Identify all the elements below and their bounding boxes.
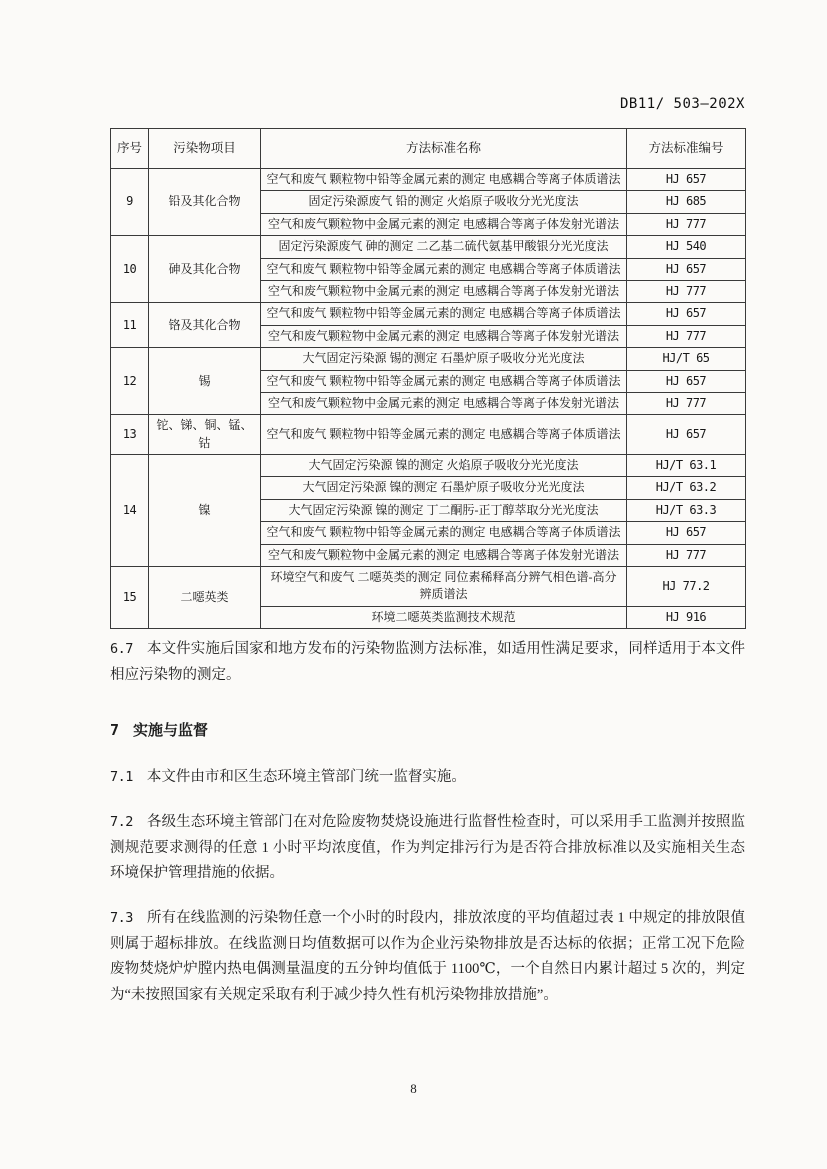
row-no: 12 xyxy=(111,348,149,415)
method-name: 大气固定污染源 镍的测定 石墨炉原子吸收分光光度法 xyxy=(261,477,627,499)
clause-number: 7.1 xyxy=(110,768,133,785)
method-name: 空气和废气颗粒物中金属元素的测定 电感耦合等离子体发射光谱法 xyxy=(261,325,627,347)
clause-text: 各级生态环境主管部门在对危险废物焚烧设施进行监督性检查时，可以采用手工监测并按照监测规范要求测得的任意 1 小时平均浓度值，作为判定排污行为是否符合排放标准以及实施相关生态环境保护管理措施的依据。 xyxy=(110,814,745,882)
pollutant-name: 铬及其化合物 xyxy=(149,303,261,348)
clause-6-7 xyxy=(110,637,745,688)
table-row xyxy=(111,455,746,477)
row-no: 14 xyxy=(111,455,149,567)
method-code: HJ 657 xyxy=(627,415,746,455)
method-name: 空气和废气 颗粒物中铅等金属元素的测定 电感耦合等离子体质谱法 xyxy=(261,169,627,191)
method-code: HJ/T 63.3 xyxy=(627,499,746,521)
method-code: HJ/T 63.1 xyxy=(627,455,746,477)
table-row xyxy=(111,169,746,191)
method-name: 空气和废气颗粒物中金属元素的测定 电感耦合等离子体发射光谱法 xyxy=(261,280,627,302)
method-code: HJ 657 xyxy=(627,522,746,544)
clause-number: 7.3 xyxy=(110,910,133,927)
row-no: 15 xyxy=(111,567,149,629)
method-code: HJ/T 65 xyxy=(627,348,746,370)
col-header-method-code: 方法标准编号 xyxy=(627,129,746,169)
pollutant-name: 铅及其化合物 xyxy=(149,169,261,236)
method-name: 空气和废气 颗粒物中铅等金属元素的测定 电感耦合等离子体质谱法 xyxy=(261,522,627,544)
method-name: 空气和废气颗粒物中金属元素的测定 电感耦合等离子体发射光谱法 xyxy=(261,213,627,235)
clause-number: 7.2 xyxy=(110,814,133,831)
method-name: 空气和废气 颗粒物中铅等金属元素的测定 电感耦合等离子体质谱法 xyxy=(261,258,627,280)
method-code: HJ 777 xyxy=(627,213,746,235)
method-code: HJ 77.2 xyxy=(627,567,746,607)
method-name: 大气固定污染源 锡的测定 石墨炉原子吸收分光光度法 xyxy=(261,348,627,370)
clause-text: 本文件实施后国家和地方发布的污染物监测方法标准，如适用性满足要求，同样适用于本文件相应污染物的测定。 xyxy=(110,641,745,683)
clause-number: 6.7 xyxy=(110,641,133,658)
row-no: 9 xyxy=(111,169,149,236)
table-row xyxy=(111,236,746,258)
clause-7-3 xyxy=(110,906,745,1008)
page-number: 8 xyxy=(410,1081,417,1096)
clause-text: 本文件由市和区生态环境主管部门统一监督实施。 xyxy=(146,768,466,785)
clause-text: 所有在线监测的污染物任意一个小时的时段内，排放浓度的平均值超过表 1 中规定的排放限值则属于超标排放。在线监测日均值数据可以作为企业污染物排放是否达标的依据；正常工况下危险废物焚烧炉炉膛内热电偶测量温度的五分钟均值低于 1100℃，一个自然日内累计超过 5 次的，判定为“未按照国家有关规定采取有利于减少持久性有机污染物排放措施”。 xyxy=(110,910,745,1003)
section-number: 7 xyxy=(110,720,120,739)
method-name: 大气固定污染源 镍的测定 丁二酮肟-正丁醇萃取分光光度法 xyxy=(261,499,627,521)
method-name: 固定污染源废气 砷的测定 二乙基二硫代氨基甲酸银分光光度法 xyxy=(261,236,627,258)
method-name: 空气和废气 颗粒物中铅等金属元素的测定 电感耦合等离子体质谱法 xyxy=(261,370,627,392)
method-code: HJ 657 xyxy=(627,370,746,392)
col-header-pollutant: 污染物项目 xyxy=(149,129,261,169)
method-name: 大气固定污染源 镍的测定 火焰原子吸收分光光度法 xyxy=(261,455,627,477)
col-header-no: 序号 xyxy=(111,129,149,169)
method-code: HJ 777 xyxy=(627,544,746,566)
col-header-method-name: 方法标准名称 xyxy=(261,129,627,169)
clause-7-2 xyxy=(110,810,745,886)
table-row xyxy=(111,348,746,370)
doc-number: DB11/ 503—202X xyxy=(619,96,745,112)
method-code: HJ 916 xyxy=(627,606,746,628)
pollutant-name: 二噁英类 xyxy=(149,567,261,629)
table-row xyxy=(111,415,746,455)
row-no: 11 xyxy=(111,303,149,348)
section-heading-7 xyxy=(110,718,745,743)
clause-7-1 xyxy=(110,765,745,790)
method-code: HJ 657 xyxy=(627,303,746,325)
table-row xyxy=(111,303,746,325)
table-header-row xyxy=(111,129,746,169)
method-name: 空气和废气颗粒物中金属元素的测定 电感耦合等离子体发射光谱法 xyxy=(261,392,627,414)
method-name: 空气和废气 颗粒物中铅等金属元素的测定 电感耦合等离子体质谱法 xyxy=(261,303,627,325)
method-code: HJ 540 xyxy=(627,236,746,258)
method-name: 固定污染源废气 铅的测定 火焰原子吸收分光光度法 xyxy=(261,191,627,213)
pollutant-name: 铊、锑、铜、锰、钴 xyxy=(149,415,261,455)
pollutant-name: 砷及其化合物 xyxy=(149,236,261,303)
method-name: 环境空气和废气 二噁英类的测定 同位素稀释高分辨气相色谱-高分辨质谱法 xyxy=(261,567,627,607)
pollutant-name: 锡 xyxy=(149,348,261,415)
method-code: HJ 777 xyxy=(627,325,746,347)
pollutant-name: 镍 xyxy=(149,455,261,567)
method-name: 空气和废气颗粒物中金属元素的测定 电感耦合等离子体发射光谱法 xyxy=(261,544,627,566)
row-no: 10 xyxy=(111,236,149,303)
method-code: HJ 685 xyxy=(627,191,746,213)
table-row xyxy=(111,567,746,607)
method-name: 环境二噁英类监测技术规范 xyxy=(261,606,627,628)
method-name: 空气和废气 颗粒物中铅等金属元素的测定 电感耦合等离子体质谱法 xyxy=(261,415,627,455)
method-code: HJ 657 xyxy=(627,258,746,280)
method-standards-table xyxy=(110,128,746,629)
row-no: 13 xyxy=(111,415,149,455)
method-code: HJ 657 xyxy=(627,169,746,191)
method-code: HJ/T 63.2 xyxy=(627,477,746,499)
method-code: HJ 777 xyxy=(627,280,746,302)
section-title: 实施与监督 xyxy=(133,722,209,739)
method-code: HJ 777 xyxy=(627,392,746,414)
